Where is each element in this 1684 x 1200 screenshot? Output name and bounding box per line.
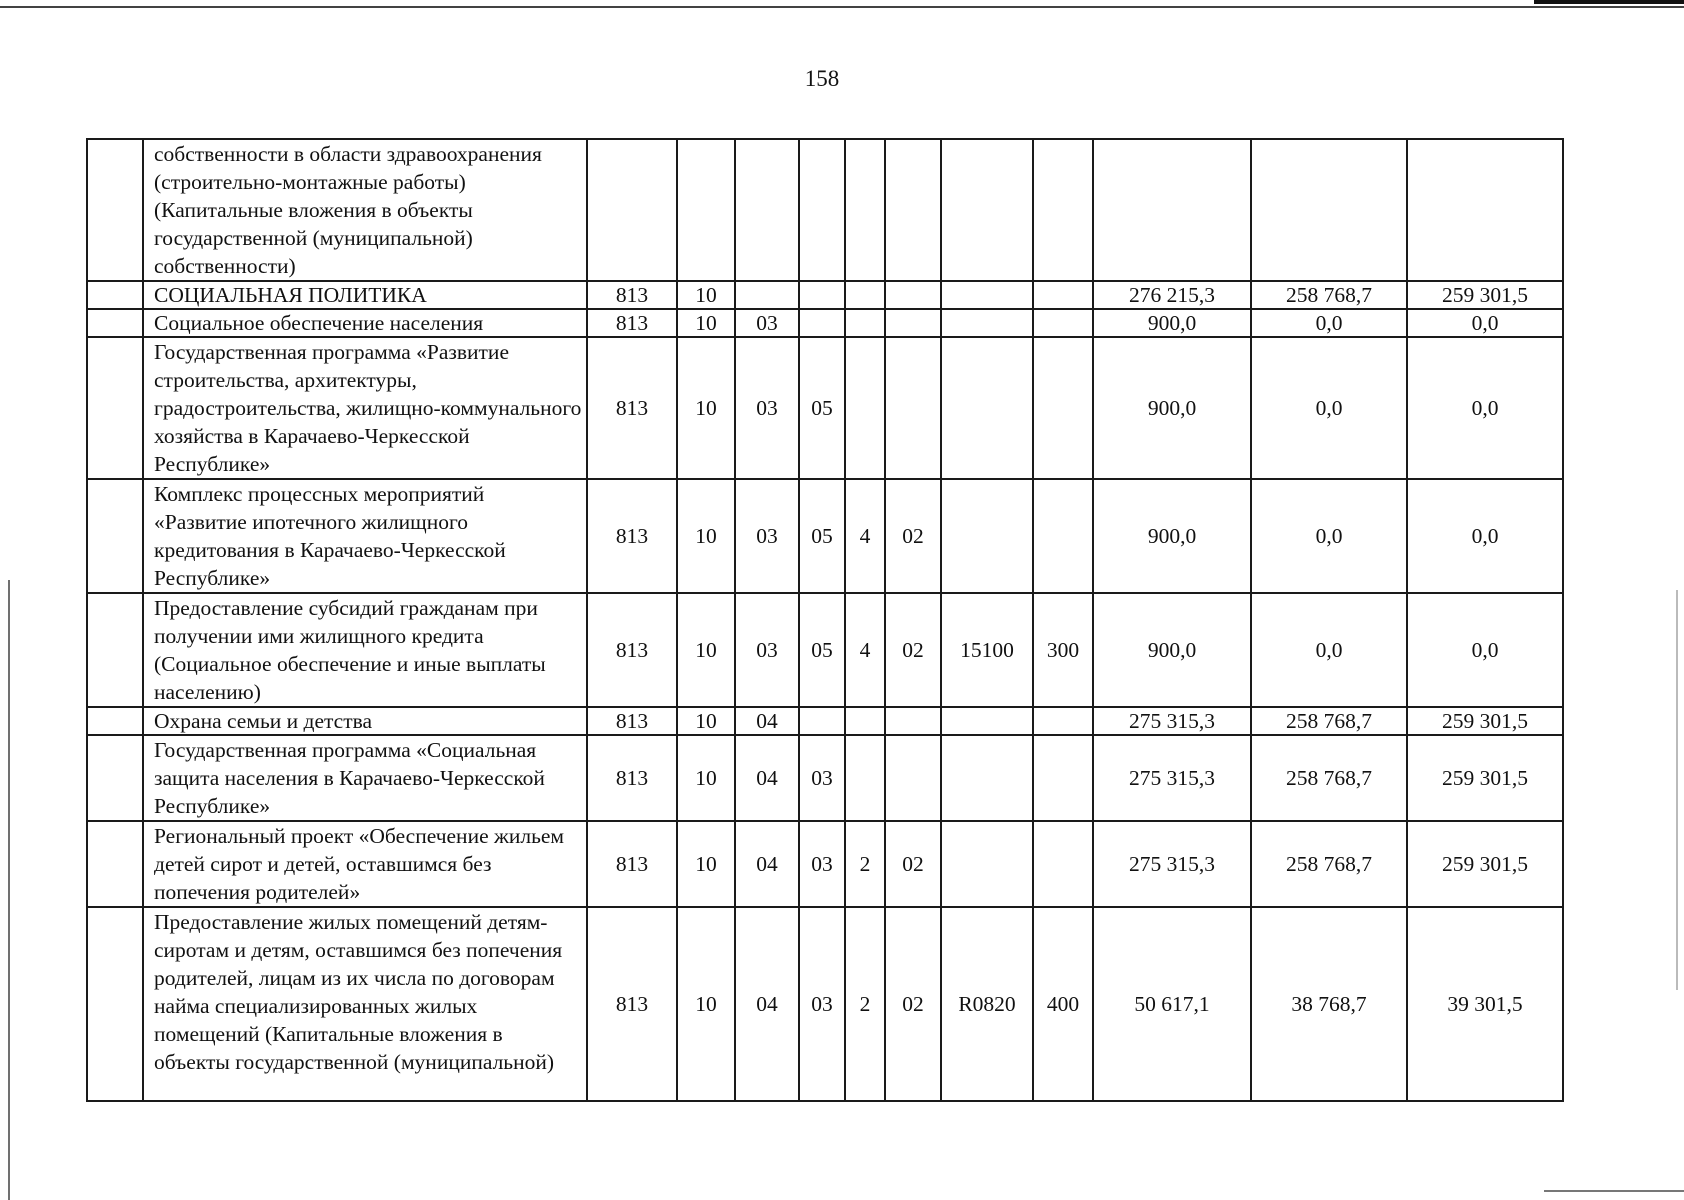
code-cell: 4 [845,593,885,707]
code-cell: 813 [587,337,677,479]
amount-cell: 259 301,5 [1407,707,1563,735]
code-cell: 10 [677,337,735,479]
code-cell: 03 [735,593,799,707]
code-cell: 04 [735,821,799,907]
row-name-cell: Предоставление жилых помещений детям-сиротам и детям, оставшимся без попечения родителей, лицам из их числа по договорам найма специализированных жилых помещений (Капитальные вложения в объекты государственной (муниципальной) [143,907,587,1101]
code-cell [941,735,1033,821]
code-cell: 03 [799,907,845,1101]
code-cell [735,139,799,281]
code-cell [845,735,885,821]
amount-cell: 258 768,7 [1251,281,1407,309]
code-cell: 813 [587,593,677,707]
code-cell: 4 [845,479,885,593]
amount-cell: 258 768,7 [1251,735,1407,821]
amount-cell: 0,0 [1407,593,1563,707]
code-cell [885,735,941,821]
code-cell: 04 [735,735,799,821]
amount-cell: 259 301,5 [1407,821,1563,907]
row-index-cell [87,479,143,593]
amount-cell: 900,0 [1093,309,1251,337]
row-index-cell [87,337,143,479]
code-cell: 813 [587,821,677,907]
amount-cell [1251,139,1407,281]
amount-cell [1093,139,1251,281]
amount-cell: 900,0 [1093,593,1251,707]
amount-cell: 259 301,5 [1407,281,1563,309]
row-name-cell: Государственная программа «Социальная защита населения в Карачаево-Черкесской Республике» [143,735,587,821]
code-cell: 10 [677,281,735,309]
table-row [87,479,1563,593]
code-cell: 05 [799,337,845,479]
row-index-cell [87,139,143,281]
code-cell: 04 [735,907,799,1101]
budget-table [86,138,1564,1102]
code-cell [941,337,1033,479]
amount-cell [1407,139,1563,281]
code-cell [1033,735,1093,821]
code-cell [845,309,885,337]
code-cell [845,337,885,479]
code-cell: 813 [587,479,677,593]
code-cell: 300 [1033,593,1093,707]
code-cell: 10 [677,821,735,907]
code-cell [1033,707,1093,735]
scan-edge-left [8,580,10,1200]
amount-cell: 0,0 [1251,479,1407,593]
row-index-cell [87,707,143,735]
row-name-cell: Комплекс процессных мероприятий «Развитие ипотечного жилищного кредитования в Карачаево-Черкесской Республике» [143,479,587,593]
code-cell: 02 [885,821,941,907]
code-cell: 813 [587,907,677,1101]
code-cell [587,139,677,281]
row-index-cell [87,907,143,1101]
code-cell [845,139,885,281]
code-cell: 10 [677,735,735,821]
amount-cell: 258 768,7 [1251,707,1407,735]
code-cell: 813 [587,309,677,337]
code-cell [735,281,799,309]
table-row [87,821,1563,907]
code-cell: 03 [735,479,799,593]
code-cell [885,707,941,735]
page-number: 158 [804,66,840,91]
code-cell: 03 [735,337,799,479]
table-row [87,337,1563,479]
row-name-cell: Государственная программа «Развитие строительства, архитектуры, градостроительства, жилищно-коммунального хозяйства в Карачаево-Черкесской Республике» [143,337,587,479]
code-cell: 400 [1033,907,1093,1101]
code-cell [941,821,1033,907]
table-row [87,735,1563,821]
code-cell: 813 [587,707,677,735]
row-name-cell: собственности в области здравоохранения (строительно-монтажные работы) (Капитальные вложения в объекты государственной (муниципальной) собственности) [143,139,587,281]
code-cell [1033,821,1093,907]
code-cell [1033,281,1093,309]
code-cell [885,337,941,479]
row-name-cell: Региональный проект «Обеспечение жильем детей сирот и детей, оставшимся без попечения родителей» [143,821,587,907]
amount-cell: 0,0 [1407,337,1563,479]
amount-cell: 258 768,7 [1251,821,1407,907]
code-cell [941,707,1033,735]
row-index-cell [87,281,143,309]
code-cell [799,309,845,337]
code-cell: 02 [885,479,941,593]
code-cell: 05 [799,593,845,707]
scan-border-bottom [1544,1190,1684,1192]
amount-cell: 900,0 [1093,479,1251,593]
scan-edge-right [1676,590,1678,990]
table-row [87,907,1563,1101]
amount-cell: 0,0 [1251,337,1407,479]
code-cell [1033,479,1093,593]
amount-cell: 259 301,5 [1407,735,1563,821]
code-cell [677,139,735,281]
amount-cell: 0,0 [1407,309,1563,337]
code-cell: 10 [677,479,735,593]
table-row [87,281,1563,309]
code-cell [799,139,845,281]
row-index-cell [87,735,143,821]
row-name-cell: Охрана семьи и детства [143,707,587,735]
code-cell [799,707,845,735]
amount-cell: 275 315,3 [1093,707,1251,735]
code-cell [799,281,845,309]
code-cell [941,309,1033,337]
amount-cell: 39 301,5 [1407,907,1563,1101]
code-cell: R0820 [941,907,1033,1101]
code-cell [1033,337,1093,479]
code-cell [885,309,941,337]
code-cell: 2 [845,907,885,1101]
code-cell [941,281,1033,309]
code-cell: 02 [885,593,941,707]
code-cell: 03 [799,735,845,821]
table-row [87,593,1563,707]
code-cell: 10 [677,907,735,1101]
code-cell: 10 [677,707,735,735]
code-cell: 813 [587,281,677,309]
row-index-cell [87,593,143,707]
amount-cell: 275 315,3 [1093,821,1251,907]
code-cell [1033,139,1093,281]
code-cell: 05 [799,479,845,593]
code-cell: 02 [885,907,941,1101]
amount-cell: 275 315,3 [1093,735,1251,821]
code-cell [885,281,941,309]
table-row [87,309,1563,337]
code-cell: 10 [677,309,735,337]
code-cell: 10 [677,593,735,707]
table-row [87,139,1563,281]
code-cell [845,707,885,735]
amount-cell: 900,0 [1093,337,1251,479]
code-cell [941,139,1033,281]
scan-border-top [0,6,1684,8]
code-cell: 813 [587,735,677,821]
amount-cell: 276 215,3 [1093,281,1251,309]
code-cell [1033,309,1093,337]
amount-cell: 50 617,1 [1093,907,1251,1101]
code-cell [845,281,885,309]
code-cell [885,139,941,281]
amount-cell: 0,0 [1251,593,1407,707]
row-name-cell: Социальное обеспечение населения [143,309,587,337]
code-cell: 2 [845,821,885,907]
row-name-cell: Предоставление субсидий гражданам при получении ими жилищного кредита (Социальное обеспечение и иные выплаты населению) [143,593,587,707]
row-index-cell [87,309,143,337]
code-cell [941,479,1033,593]
scan-border-top-right [1534,0,1684,4]
amount-cell: 0,0 [1251,309,1407,337]
code-cell: 15100 [941,593,1033,707]
row-name-cell: СОЦИАЛЬНАЯ ПОЛИТИКА [143,281,587,309]
table-row [87,707,1563,735]
code-cell: 03 [735,309,799,337]
row-index-cell [87,821,143,907]
amount-cell: 38 768,7 [1251,907,1407,1101]
amount-cell: 0,0 [1407,479,1563,593]
code-cell: 04 [735,707,799,735]
code-cell: 03 [799,821,845,907]
